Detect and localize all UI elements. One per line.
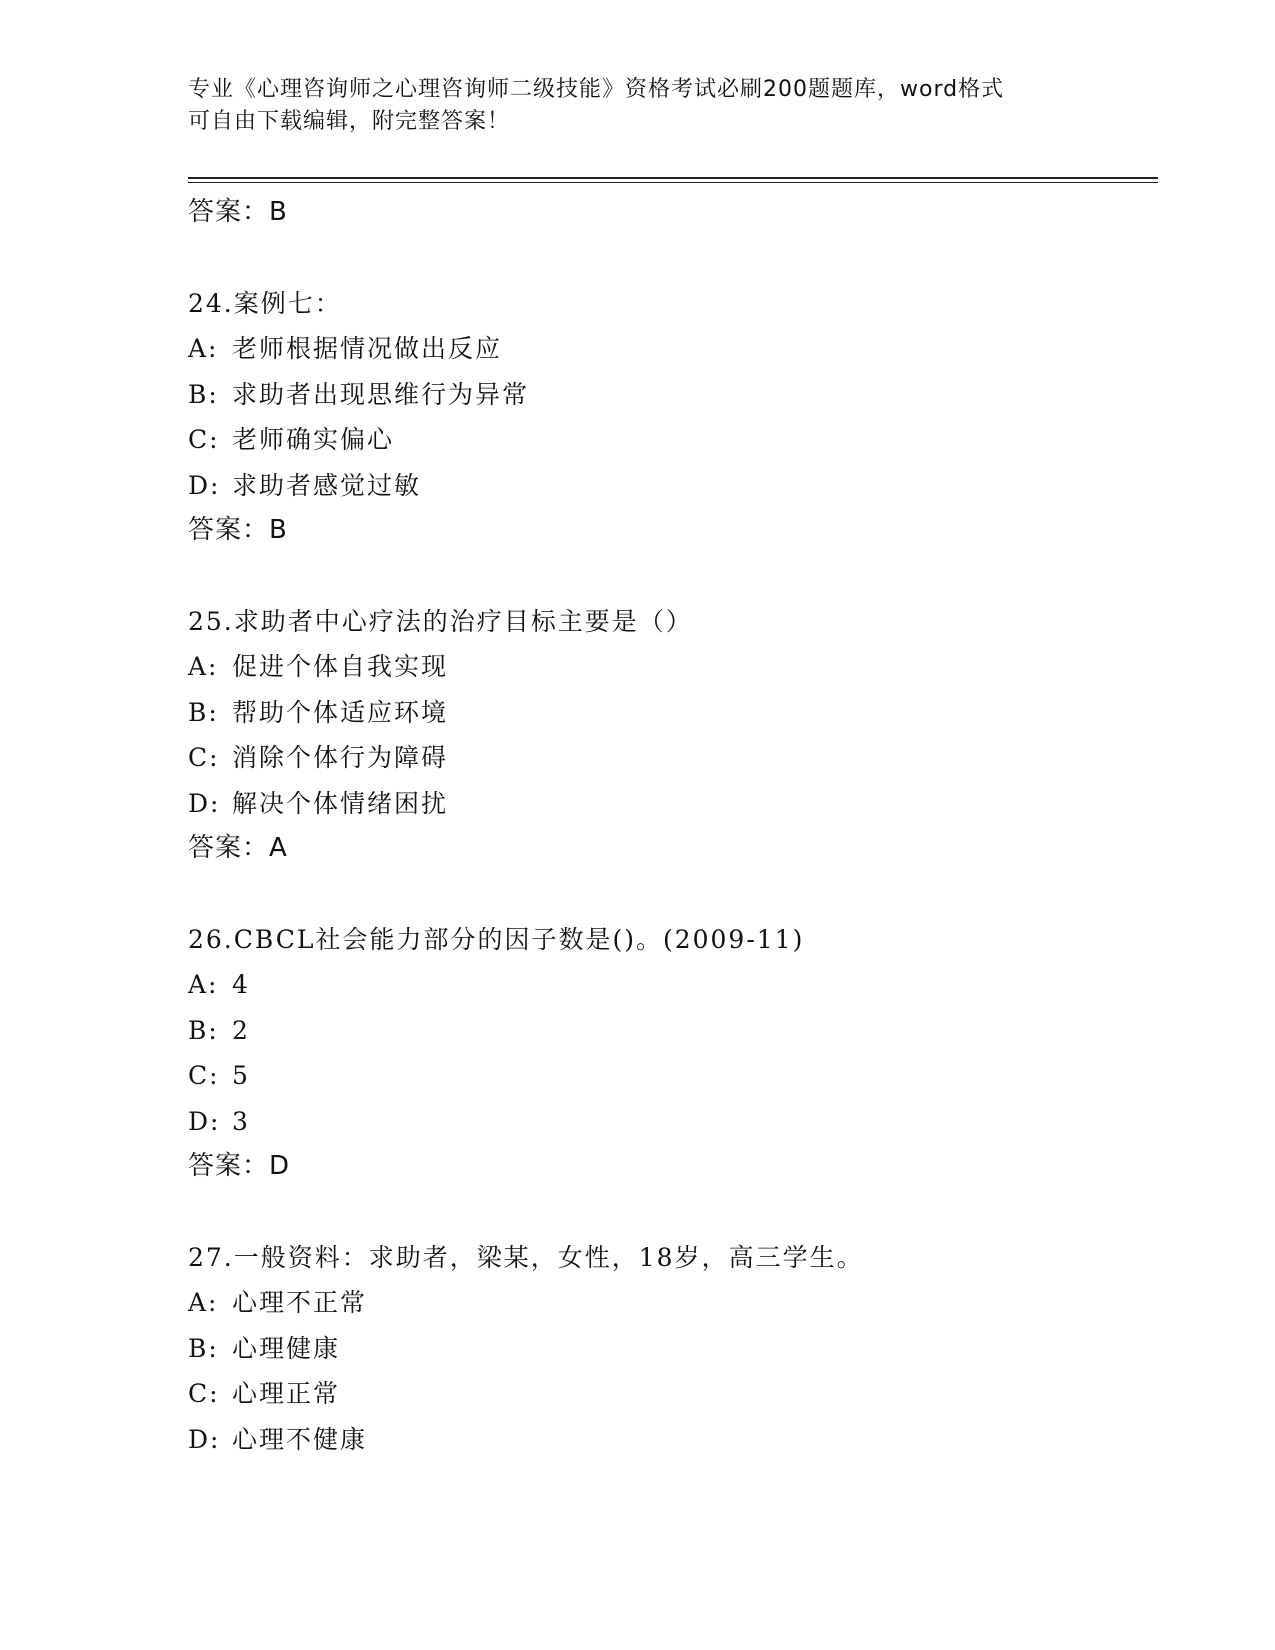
option-d [188, 1099, 1148, 1145]
option-text: 心理健康 [232, 1333, 341, 1363]
option-text: 5 [232, 1061, 250, 1090]
header-divider-thin [188, 182, 1158, 183]
spacer [188, 871, 1148, 917]
question-text: 24.案例七： [188, 289, 342, 318]
option-text: 求助者出现思维行为异常 [232, 379, 530, 409]
option-text: 4 [232, 970, 250, 999]
question-text: 26.CBCL社会能力部分的因子数是()。(2009-11) [188, 925, 805, 954]
option-label: D: [188, 470, 221, 500]
option-d [188, 781, 1148, 827]
spacer [188, 235, 1148, 281]
option-d [188, 463, 1148, 509]
option-label: D: [188, 1424, 221, 1454]
option-text: 帮助个体适应环境 [232, 697, 449, 727]
option-text: 促进个体自我实现 [232, 652, 449, 681]
answer-line: 答案：B [188, 197, 288, 227]
question-block [188, 599, 1148, 871]
header-line-2: 可自由下载编辑，附完整答案！ [188, 109, 511, 134]
question-block [188, 917, 1148, 1189]
option-label: A: [188, 652, 219, 681]
option-b [188, 372, 1148, 418]
option-a [188, 644, 1148, 690]
option-text: 2 [232, 1015, 250, 1045]
option-label: C: [188, 425, 220, 454]
answer-line: 答案：D [188, 1151, 291, 1181]
question-block [188, 1235, 1148, 1462]
option-label: B: [188, 1015, 219, 1045]
option-label: A: [188, 1288, 219, 1317]
header-divider-thick [188, 177, 1158, 179]
option-text: 心理正常 [232, 1379, 341, 1408]
question-text: 27.一般资料：求助者，梁某，女性，18岁，高三学生。 [188, 1243, 864, 1272]
page-header [188, 74, 1068, 138]
answer-line: 答案：B [188, 515, 288, 545]
option-text: 消除个体行为障碍 [232, 743, 449, 772]
option-b [188, 1008, 1148, 1054]
option-b [188, 690, 1148, 736]
option-text: 老师确实偏心 [232, 425, 395, 454]
question-list [188, 190, 1148, 1462]
option-text: 老师根据情况做出反应 [232, 334, 503, 363]
option-c [188, 735, 1148, 781]
option-c [188, 1053, 1148, 1099]
option-b [188, 1326, 1148, 1372]
option-text: 3 [232, 1106, 250, 1136]
question-block [188, 281, 1148, 553]
option-text: 求助者感觉过敏 [232, 470, 422, 500]
option-text: 心理不正常 [232, 1288, 368, 1317]
option-c [188, 417, 1148, 463]
option-a [188, 962, 1148, 1008]
option-a [188, 326, 1148, 372]
spacer [188, 1189, 1148, 1235]
option-label: B: [188, 1333, 219, 1363]
answer-line: 答案：A [188, 833, 288, 863]
option-c [188, 1371, 1148, 1417]
option-d [188, 1417, 1148, 1463]
option-label: B: [188, 379, 219, 409]
option-text: 解决个体情绪困扰 [232, 788, 449, 818]
spacer [188, 553, 1148, 599]
option-text: 心理不健康 [232, 1424, 368, 1454]
header-line-1: 专业《心理咨询师之心理咨询师二级技能》资格考试必刷200题题库，word格式 [188, 77, 1005, 102]
option-label: A: [188, 334, 219, 363]
option-label: A: [188, 970, 219, 999]
option-label: D: [188, 788, 221, 818]
question-text: 25.求助者中心疗法的治疗目标主要是（） [188, 607, 693, 636]
option-label: D: [188, 1106, 221, 1136]
option-label: C: [188, 1379, 220, 1408]
option-label: B: [188, 697, 219, 727]
option-label: C: [188, 743, 220, 772]
option-label: C: [188, 1061, 220, 1090]
option-a [188, 1280, 1148, 1326]
